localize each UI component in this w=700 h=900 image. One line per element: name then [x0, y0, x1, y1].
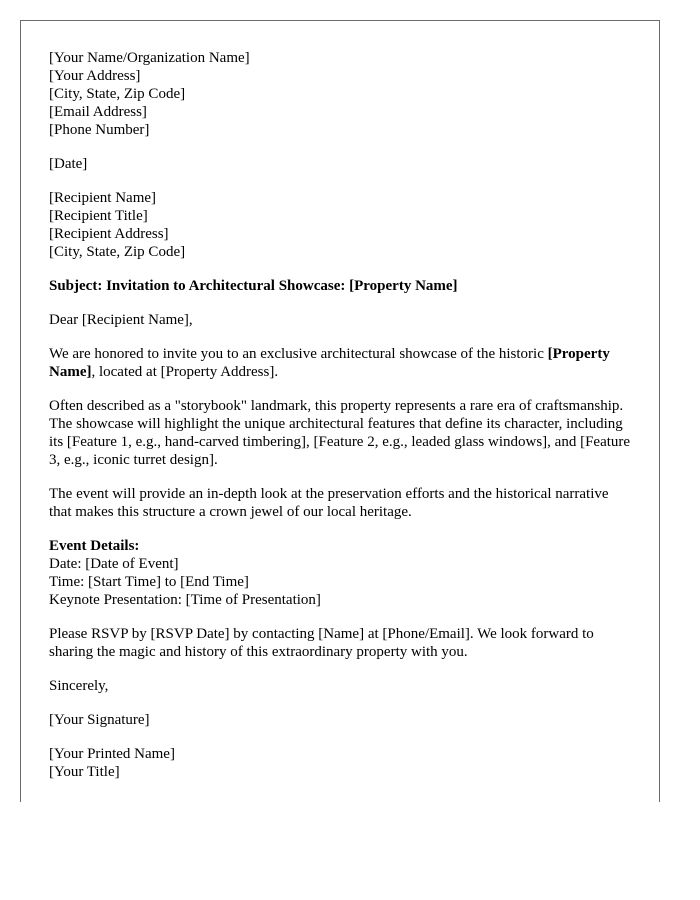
paragraph-rsvp: Please RSVP by [RSVP Date] by contacting [Name] at [Phone/Email]. We look forward to sharing the magic and history of this extraordinary property with you.	[49, 626, 594, 660]
paragraph-features: Often described as a "storybook" landmark, this property represents a rare era of craftsmanship. The showcase will highlight the unique architectural features that define its character, including its [Feature 1, e.g., hand-carved timbering], [Feature 2, e.g., leaded glass windows], and [Feature 3, e.g., iconic turret design].	[49, 398, 631, 468]
signature: [Your Signature]	[49, 712, 150, 728]
salutation: Dear [Recipient Name],	[49, 312, 193, 328]
subject-line: Subject: Invitation to Architectural Showcase: [Property Name]	[49, 278, 458, 294]
letter-content	[49, 49, 634, 797]
closing: Sincerely,	[49, 678, 109, 694]
sender-street: [Your Address]	[49, 68, 141, 84]
paragraph-invitation	[49, 345, 634, 381]
paragraph-preservation: The event will provide an in-depth look at the preservation efforts and the historical narrative that makes this structure a crown jewel of our local heritage.	[49, 486, 609, 520]
sender-city-state-zip: [City, State, Zip Code]	[49, 86, 186, 102]
event-details	[49, 537, 634, 609]
letter-date	[49, 155, 634, 173]
property-name: [Property Name]	[49, 346, 610, 380]
sender-name: [Your Name/Organization Name]	[49, 50, 250, 66]
recipient-address	[49, 189, 634, 261]
sender-email: [Email Address]	[49, 104, 147, 120]
event-keynote: Keynote Presentation: [Time of Presentation]	[49, 592, 321, 608]
recipient-title: [Recipient Title]	[49, 208, 148, 224]
recipient-street: [Recipient Address]	[49, 226, 169, 242]
date-text: [Date]	[49, 156, 88, 172]
sender-phone: [Phone Number]	[49, 122, 150, 138]
event-time: Time: [Start Time] to [End Time]	[49, 574, 249, 590]
invitation-lead: We are honored to invite you to an exclusive architectural showcase of the historic	[49, 346, 548, 362]
event-details-heading: Event Details:	[49, 538, 140, 554]
event-date: Date: [Date of Event]	[49, 556, 179, 572]
signoff-title: [Your Title]	[49, 764, 120, 780]
signoff-block	[49, 745, 634, 781]
printed-name: [Your Printed Name]	[49, 746, 175, 762]
recipient-name: [Recipient Name]	[49, 190, 157, 206]
sender-address	[49, 49, 634, 139]
invitation-tail: , located at [Property Address].	[91, 364, 279, 380]
letter-page	[20, 20, 660, 802]
recipient-city-state-zip: [City, State, Zip Code]	[49, 244, 186, 260]
